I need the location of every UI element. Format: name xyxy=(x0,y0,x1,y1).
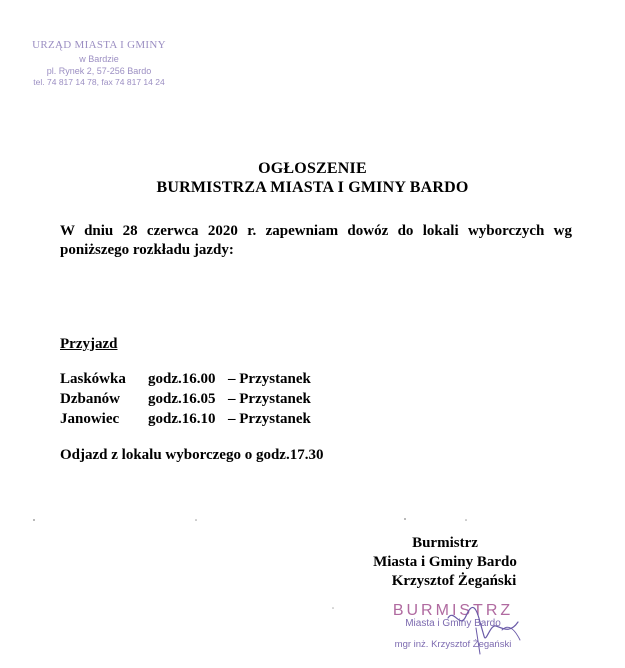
mayor-stamp-title: BURMISTRZ xyxy=(392,602,514,619)
schedule-place: Dzbanów xyxy=(60,391,121,407)
departure-line: Odjazd z lokalu wyborczego o godz.17.30 xyxy=(60,447,324,463)
schedule-time: godz.16.10 xyxy=(148,411,216,427)
mayor-stamp-name: mgr inż. Krzysztof Żegański xyxy=(394,639,512,650)
schedule-stop: – Przystanek xyxy=(228,391,311,407)
schedule-time: godz.16.00 xyxy=(148,371,216,387)
intro-paragraph: W dniu 28 czerwca 2020 r. zapewniam dowóz do lokali wyborczych wg poniższego rozkładu jazdy: xyxy=(60,223,572,258)
schedule-stop: – Przystanek xyxy=(228,371,311,387)
stamp-phone: tel. 74 817 14 78, fax 74 817 14 24 xyxy=(33,77,165,88)
stamp-town: w Bardzie xyxy=(79,53,119,64)
document-title: OGŁOSZENIE xyxy=(258,160,367,177)
schedule-place: Janowiec xyxy=(60,411,120,427)
schedule-place: Laskówka xyxy=(60,371,126,387)
schedule-stop: – Przystanek xyxy=(228,411,311,427)
mayor-stamp-office: Miasta i Gminy Bardo xyxy=(405,618,501,629)
signature-office: Miasta i Gminy Bardo xyxy=(373,554,517,570)
stamp-address: pl. Rynek 2, 57-256 Bardo xyxy=(46,65,152,76)
signature-name: Krzysztof Żegański xyxy=(391,573,517,589)
stamp-office-name: URZĄD MIASTA I GMINY xyxy=(32,39,166,51)
signature-role: Burmistrz xyxy=(412,535,478,551)
document-subtitle: BURMISTRZA MIASTA I GMINY BARDO xyxy=(156,179,469,196)
arrival-heading: Przyjazd xyxy=(60,336,118,352)
schedule-time: godz.16.05 xyxy=(148,391,216,407)
